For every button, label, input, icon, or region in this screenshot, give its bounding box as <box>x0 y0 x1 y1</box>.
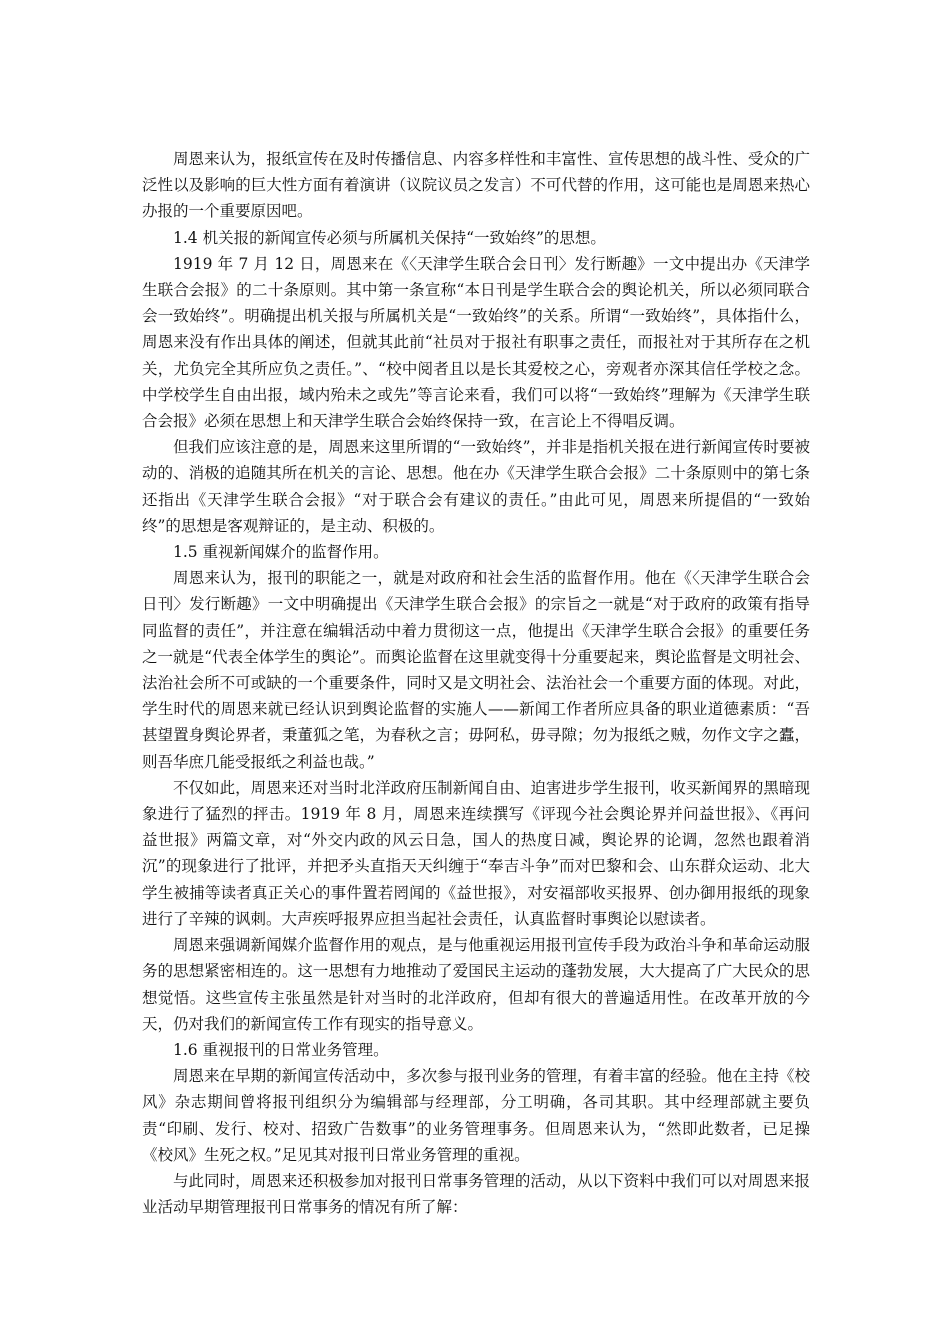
paragraph-twenty-principles: 1919 年 7 月 12 日，周恩来在《〈天津学生联合会日刊〉发行断趣》一文中提出办《天津学生联合会报》的二十条原则。其中第一条宣称“本日刊是学生联合会的舆论机关，所以必须同联合会一致始终”。明确提出机关报与所属机关是“一致始终”的关系。所谓“一致始终”，具体指什么，周恩来没有作出具体的阐述，但就其此前“社员对于报社有职事之责任，而报社对于其所存在之机关，尤负完全其所应负之责任。”、“校中阅者且以是长其爱校之心，旁观者亦深其信任学校之念。中学校学生自由出报，域内殆未之或先”等言论来看，我们可以将“一致始终”理解为《天津学生联合会报》必须在思想上和天津学生联合会始终保持一致，在言论上不得唱反调。 <box>142 254 810 431</box>
paragraph-daily-affairs: 与此同时，周恩来还积极参加对报刊日常事务管理的活动，从以下资料中我们可以对周恩来报业活动早期管理报刊日常事务的情况有所了解： <box>142 1171 810 1217</box>
paragraph-criticism-beiyang: 不仅如此，周恩来还对当时北洋政府压制新闻自由、迫害进步学生报刊，收买新闻界的黑暗现象进行了猛烈的抨击。1919 年 8 月，周恩来连续撰写《评现今社会舆论界并问益世报》、《再问益世报》两篇文章，对“外交内政的风云日急，国人的热度日减，舆论界的论调，忽然也跟着消沉”的现象进行了批评，并把矛头直指天天纠缠于“奉吉斗争”而对巴黎和会、山东群众运动、北大学生被捕等读者真正关心的事件置若罔闻的《益世报》，对安福部收买报界、创办御用报纸的现象进行了辛辣的讽刺。大声疾呼报界应担当起社会责任，认真监督时事舆论以慰读者。 <box>142 778 810 928</box>
section-heading-1-4: 1.4 机关报的新闻宣传必须与所属机关保持“一致始终”的思想。 <box>173 228 606 247</box>
document-page <box>142 146 810 1220</box>
paragraph-newspaper-advantages: 周恩来认为，报纸宣传在及时传播信息、内容多样性和丰富性、宣传思想的战斗性、受众的广泛性以及影响的巨大性方面有着演讲（议院议员之发言）不可代替的作用，这可能也是周恩来热心办报的一个重要原因吧。 <box>142 150 810 221</box>
paragraph-supervision-significance: 周恩来强调新闻媒介监督作用的观点，是与他重视运用报刊宣传手段为政治斗争和革命运动服务的思想紧密相连的。这一思想有力地推动了爱国民主运动的蓬勃发展，大大提高了广大民众的思想觉悟。这些宣传主张虽然是针对当时的北洋政府，但却有很大的普遍适用性。在改革开放的今天，仍对我们的新闻宣传工作有现实的指导意义。 <box>142 936 810 1033</box>
paragraph-consistency-dialectic: 但我们应该注意的是，周恩来这里所谓的“一致始终”，并非是指机关报在进行新闻宣传时要被动的、消极的追随其所在机关的言论、思想。他在办《天津学生联合会报》二十条原则中的第七条还指出《天津学生联合会报》“对于联合会有建议的责任。”由此可见，周恩来所提倡的“一致始终”的思想是客观辩证的，是主动、积极的。 <box>142 438 810 535</box>
section-heading-1-5: 1.5 重视新闻媒介的监督作用。 <box>173 543 389 562</box>
paragraph-business-management: 周恩来在早期的新闻宣传活动中，多次参与报刊业务的管理，有着丰富的经验。他在主持《校风》杂志期间曾将报刊组织分为编辑部与经理部，分工明确，各司其职。其中经理部就主要负责“印刷、发行、校对、招致广告数事”的业务管理事务。但周恩来认为，“然即此数者，已足操《校风》生死之权。”足见其对报刊日常业务管理的重视。 <box>142 1067 810 1164</box>
paragraph-supervision-role: 周恩来认为，报刊的职能之一，就是对政府和社会生活的监督作用。他在《〈天津学生联合会日刊〉发行断趣》一文中明确提出《天津学生联合会报》的宗旨之一就是“对于政府的政策有指导同监督的责任”，并注意在编辑活动中着力贯彻这一点，他提出《天津学生联合会报》的重要任务之一就是“代表全体学生的舆论”。而舆论监督在这里就变得十分重要起来，舆论监督是文明社会、法治社会所不可或缺的一个重要条件，同时又是文明社会、法治社会一个重要方面的体现。对此，学生时代的周恩来就已经认识到舆论监督的实施人——新闻工作者所应具备的职业道德素质：“吾甚望置身舆论界者，秉董狐之笔，为春秋之言；毋阿私，毋寻隙；勿为报纸之贼，勿作文字之蠹，则吾华庶几能受报纸之利益也哉。” <box>142 569 810 771</box>
section-heading-1-6: 1.6 重视报刊的日常业务管理。 <box>173 1040 389 1059</box>
